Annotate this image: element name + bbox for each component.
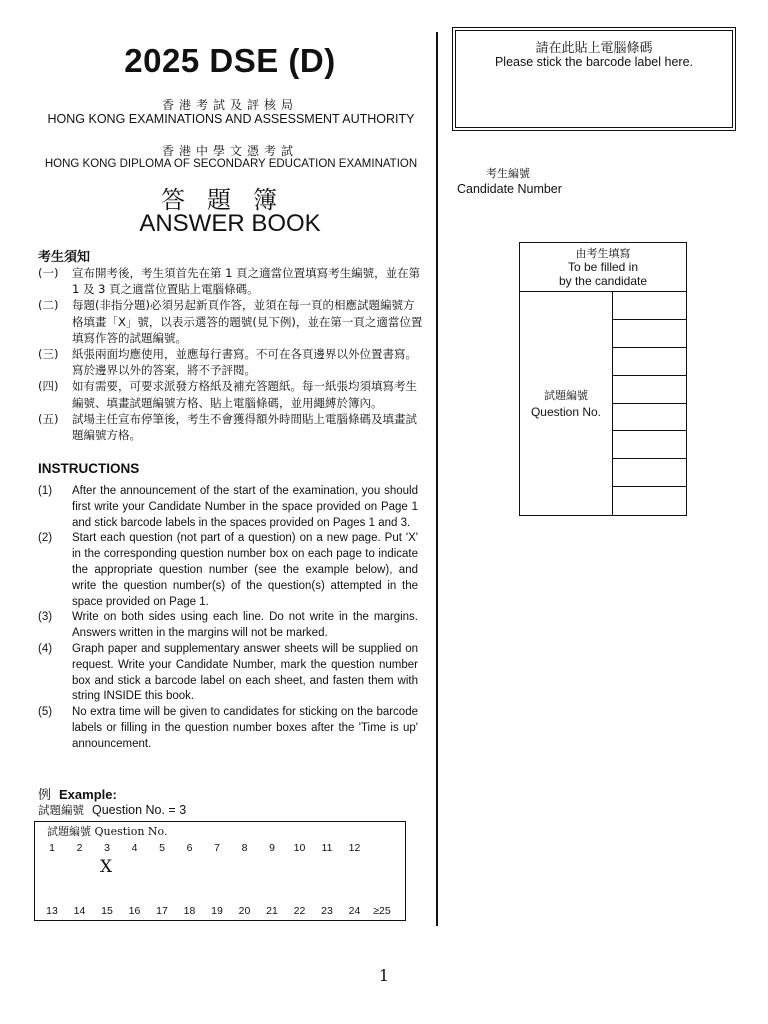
example-x-mark: X (100, 857, 113, 877)
instruction-text: Start each question (not part of a question) on a new page. Put 'X' in the corresponding question number box on each page to indicate the appropriate question number (see the example below), and write the question number(s) of the question(s) attempted in the space provided on Page 1. (72, 532, 418, 608)
question-no-label-en: Question No. (530, 405, 602, 419)
example-question-number: 6 (186, 842, 193, 854)
example-question-number: 23 (321, 905, 333, 917)
question-table-header-cn: 由考生填寫 (575, 247, 631, 260)
example-number-row-2 (35, 905, 405, 919)
example-question-number: 21 (266, 905, 278, 917)
question-table-header-en-2: by the candidate (558, 274, 648, 288)
question-number-cell[interactable] (613, 487, 686, 514)
authority-name-cn: 香港考試及評核局 (161, 98, 298, 112)
example-subtitle (38, 802, 186, 818)
question-number-cell[interactable] (613, 459, 686, 487)
example-question-number: 12 (348, 842, 361, 854)
example-question-number: ≥25 (373, 905, 391, 917)
instruction-text: No extra time will be given to candidates for sticking on the barcode labels or filling in the question number boxes after the 'Time is up' announcement. (72, 706, 418, 750)
candidate-number-label-en: Candidate Number (457, 182, 562, 196)
instructions-heading-cn: 考生須知 (38, 250, 91, 265)
instruction-text: After the announcement of the start of the examination, you should first write your Candidate Number in the space provided on Page 1 and stick barcode labels in the spaces provided on Pages 1 and 3. (72, 485, 418, 529)
instruction-number: (4) (38, 642, 53, 655)
example-question-number: 22 (293, 905, 306, 917)
instruction-number: (3) (38, 611, 53, 624)
instruction-text: 試場主任宣布停筆後，考生不會獲得額外時間貼上電腦條碼及填畫試題編號方格。 (72, 411, 417, 443)
example-question-number: 10 (293, 842, 306, 854)
instruction-item-en (38, 705, 418, 752)
instruction-number: (五) (38, 411, 59, 426)
example-heading-cn: 例 (38, 788, 52, 803)
instruction-number: (2) (38, 532, 53, 545)
instruction-text: Graph paper and supplementary answer sheets will be supplied on request. Write your Candidate Number, mark the question number box and stick a barcode label on each sheet, and fasten them with string INSIDE this book. (72, 642, 418, 703)
example-sub-en: Question No. = 3 (92, 803, 187, 817)
example-question-number: 13 (46, 905, 58, 917)
example-question-number: 16 (128, 905, 141, 917)
question-table-header (520, 243, 686, 292)
question-number-cell[interactable] (613, 431, 686, 459)
question-no-label-cn: 試題編號 (544, 389, 588, 402)
candidate-number-label-cn: 考生編號 (486, 167, 530, 180)
example-question-number: 4 (131, 842, 138, 854)
instruction-item-cn (38, 346, 423, 378)
instructions-heading-en: INSTRUCTIONS (38, 461, 140, 476)
question-number-cell[interactable] (613, 404, 686, 432)
instruction-number: (5) (38, 706, 53, 719)
instruction-item-cn (38, 378, 423, 410)
exam-name-cn: 香港中學文憑考試 (161, 144, 298, 158)
instruction-item-cn (38, 411, 423, 443)
example-sub-cn: 試題編號 (38, 803, 84, 817)
instruction-item-cn (38, 265, 423, 297)
instructions-list-cn (38, 265, 423, 443)
question-number-table (519, 242, 687, 516)
authority-name-en: HONG KONG EXAMINATIONS AND ASSESSMENT AUTHORITY (47, 112, 415, 126)
example-question-number: 11 (321, 842, 333, 854)
question-number-cell[interactable] (613, 348, 686, 376)
instruction-item-en (38, 642, 418, 705)
example-question-number: 9 (269, 842, 275, 854)
barcode-instruction-cn: 請在此貼上電腦條碼 (535, 41, 653, 56)
instruction-number: (一) (38, 266, 59, 280)
example-question-number: 17 (156, 905, 168, 917)
example-question-number: 18 (183, 905, 196, 917)
question-table-label-cell (520, 292, 613, 515)
question-number-cell[interactable] (613, 320, 686, 348)
example-question-number: 5 (159, 842, 165, 854)
answer-book-title-en: ANSWER BOOK (139, 210, 321, 237)
example-question-number: 19 (211, 905, 223, 917)
example-question-number: 15 (101, 905, 113, 917)
answer-book-title-cn: 答題簿 (161, 186, 299, 214)
instruction-number: (四) (38, 379, 59, 394)
barcode-label-area (452, 27, 736, 131)
barcode-instruction-en: Please stick the barcode label here. (494, 55, 694, 69)
example-number-row-1 (35, 842, 405, 856)
exam-title: 2025 DSE (D) (124, 42, 336, 79)
example-question-number: 8 (241, 842, 248, 854)
instruction-item-en (38, 484, 418, 531)
example-question-number: 24 (348, 905, 361, 917)
instruction-number: (二) (38, 298, 59, 313)
instruction-text: 紙張兩面均應使用，並應每行書寫。不可在各頁邊界以外位置書寫。寫於邊界以外的答案，將不予評閱。 (72, 347, 417, 378)
example-heading (38, 784, 117, 803)
instruction-text: 如有需要，可要求派發方格紙及補充答題紙。每一紙張均須填寫考生編號、填畫試題編號方格、貼上電腦條碼，並用繩縛於簿內。 (72, 379, 417, 410)
example-question-number: 14 (73, 905, 86, 917)
exam-name-en: HONG KONG DIPLOMA OF SECONDARY EDUCATION EXAMINATION (44, 158, 418, 170)
example-question-number: 1 (49, 842, 55, 854)
example-box-label: 試題編號 Question No. (47, 825, 168, 838)
question-table-header-en-1: To be filled in (567, 260, 639, 274)
example-question-number: 2 (76, 842, 83, 854)
instruction-item-en (38, 610, 418, 642)
instructions-list-en (38, 484, 418, 753)
instruction-item-en (38, 531, 418, 610)
example-question-number: 3 (104, 842, 110, 854)
question-number-cell[interactable] (613, 376, 686, 404)
instruction-number: (1) (38, 485, 53, 497)
instruction-item-cn (38, 297, 423, 346)
instruction-text: Write on both sides using each line. Do not write in the margins. Answers written in the margins will not be marked. (72, 611, 418, 640)
example-heading-en: Example: (59, 787, 117, 802)
barcode-label-inner (455, 30, 733, 128)
page-number: 1 (378, 966, 390, 985)
instruction-number: (三) (38, 347, 59, 362)
instruction-text: 每題(非指分題)必須另起新頁作答，並須在每一頁的相應試題編號方格填畫「X」號，以表示選答的題號(見下例)，並在第一頁之適當位置填寫作答的試題編號。 (72, 298, 423, 345)
instruction-text: 宣布開考後，考生須首先在第 1 頁之適當位置填寫考生編號，並在第 1 及 3 頁之適當位置貼上電腦條碼。 (72, 266, 421, 297)
example-question-number: 20 (238, 905, 251, 917)
example-question-box (34, 821, 406, 921)
question-number-cell[interactable] (613, 292, 686, 320)
column-divider (436, 32, 438, 926)
example-question-number: 7 (214, 842, 220, 854)
